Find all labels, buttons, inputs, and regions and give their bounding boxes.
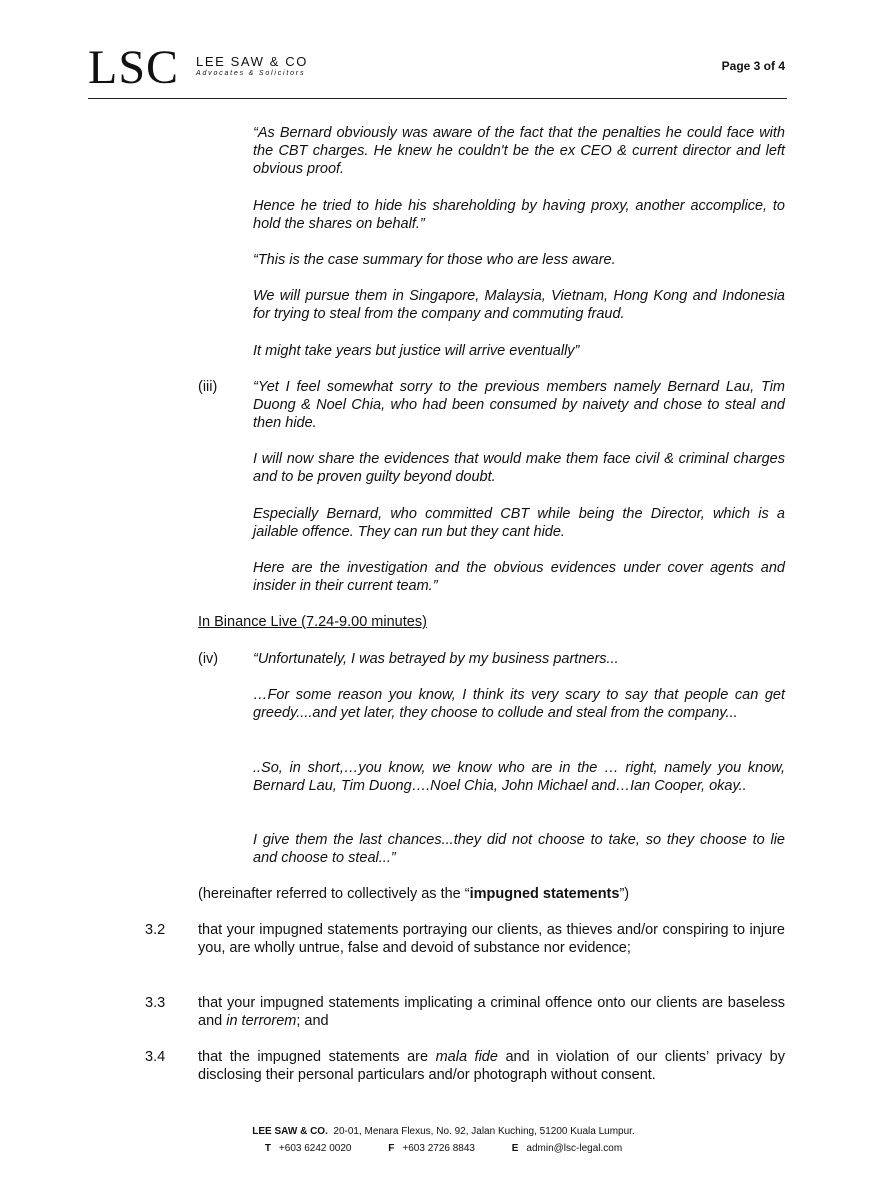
hereinafter-clause: (hereinafter referred to collectively as the “impugned statements”) <box>198 886 630 902</box>
defined-term: impugned statements <box>469 886 620 902</box>
quote-paragraph: It might take years but justice will arrive eventually” <box>253 343 580 359</box>
section-heading: In Binance Live (7.24-9.00 minutes) <box>198 614 427 630</box>
footer-fax: +603 2726 8843 <box>402 1143 475 1154</box>
quote-paragraph: “Yet I feel somewhat sorry to the previous members namely Bernard Lau, Tim Duong & Noel Chia, who had been consumed by naivety and chose to steal and then hide. <box>253 379 785 432</box>
letterhead <box>88 40 787 99</box>
footer-email: admin@lsc-legal.com <box>526 1143 623 1154</box>
clause-text: that your impugned statements portraying our clients, as thieves and/or conspiring to injure you, are wholly untrue, false and devoid of substance nor evidence; <box>198 922 785 957</box>
quote-paragraph: Hence he tried to hide his shareholding by having proxy, another accomplice, to hold the shares on behalf.” <box>253 198 785 233</box>
firm-name: LEE SAW & CO <box>196 54 308 69</box>
clause-number: 3.3 <box>145 995 166 1011</box>
clause-text: that your impugned statements implicating a criminal offence onto our clients are baseless and in terrorem; and <box>198 995 785 1030</box>
clause-number: 3.2 <box>145 922 166 938</box>
quote-paragraph: Especially Bernard, who committed CBT while being the Director, which is a jailable offence. They can run but they cant hide. <box>253 506 785 541</box>
item-marker: (iii) <box>198 379 218 395</box>
quote-paragraph: I give them the last chances...they did not choose to take, so they choose to lie and choose to steal...” <box>253 832 785 867</box>
quote-paragraph: …For some reason you know, I think its very scary to say that people can get greedy....and yet later, they choose to collude and steal from the company... <box>253 687 785 722</box>
quote-paragraph: “Unfortunately, I was betrayed by my business partners... <box>253 651 619 667</box>
quote-paragraph: I will now share the evidences that would make them face civil & criminal charges and to be proven guilty beyond doubt. <box>253 451 785 486</box>
item-marker: (iv) <box>198 651 219 667</box>
firm-subtitle: Advocates & Solicitors <box>196 70 306 77</box>
footer-address-text: 20-01, Menara Flexus, No. 92, Jalan Kuching, 51200 Kuala Lumpur. <box>333 1126 635 1137</box>
footer-firm: LEE SAW & CO. <box>252 1126 328 1137</box>
quote-paragraph: Here are the investigation and the obvious evidences under cover agents and insider in their current team.” <box>253 560 785 595</box>
quote-paragraph: “This is the case summary for those who are less aware. <box>253 252 616 268</box>
footer-contacts: T +603 6242 0020 F +603 2726 8843 E admin@lsc-legal.com <box>264 1143 623 1154</box>
quote-paragraph: “As Bernard obviously was aware of the fact that the penalties he could face with the CBT charges. He knew he couldn't be the ex CEO & current director and left obvious proof. <box>253 125 785 178</box>
footer-phone: +603 6242 0020 <box>278 1143 352 1154</box>
footer-address <box>0 1126 887 1137</box>
clause-text: that the impugned statements are mala fide and in violation of our clients’ privacy by disclosing their personal particulars and/or photograph without consent. <box>198 1049 785 1084</box>
clause-number: 3.4 <box>145 1049 166 1065</box>
firm-logo: LSC <box>88 41 180 94</box>
quote-paragraph: ..So, in short,…you know, we know who are in the … right, namely you know, Bernard Lau, Tim Duong….Noel Chia, John Michael and…Ian Cooper, okay.. <box>253 760 785 795</box>
page-number: Page 3 of 4 <box>721 59 785 73</box>
quote-paragraph: We will pursue them in Singapore, Malaysia, Vietnam, Hong Kong and Indonesia for trying to steal from the company and commuting fraud. <box>253 288 785 323</box>
